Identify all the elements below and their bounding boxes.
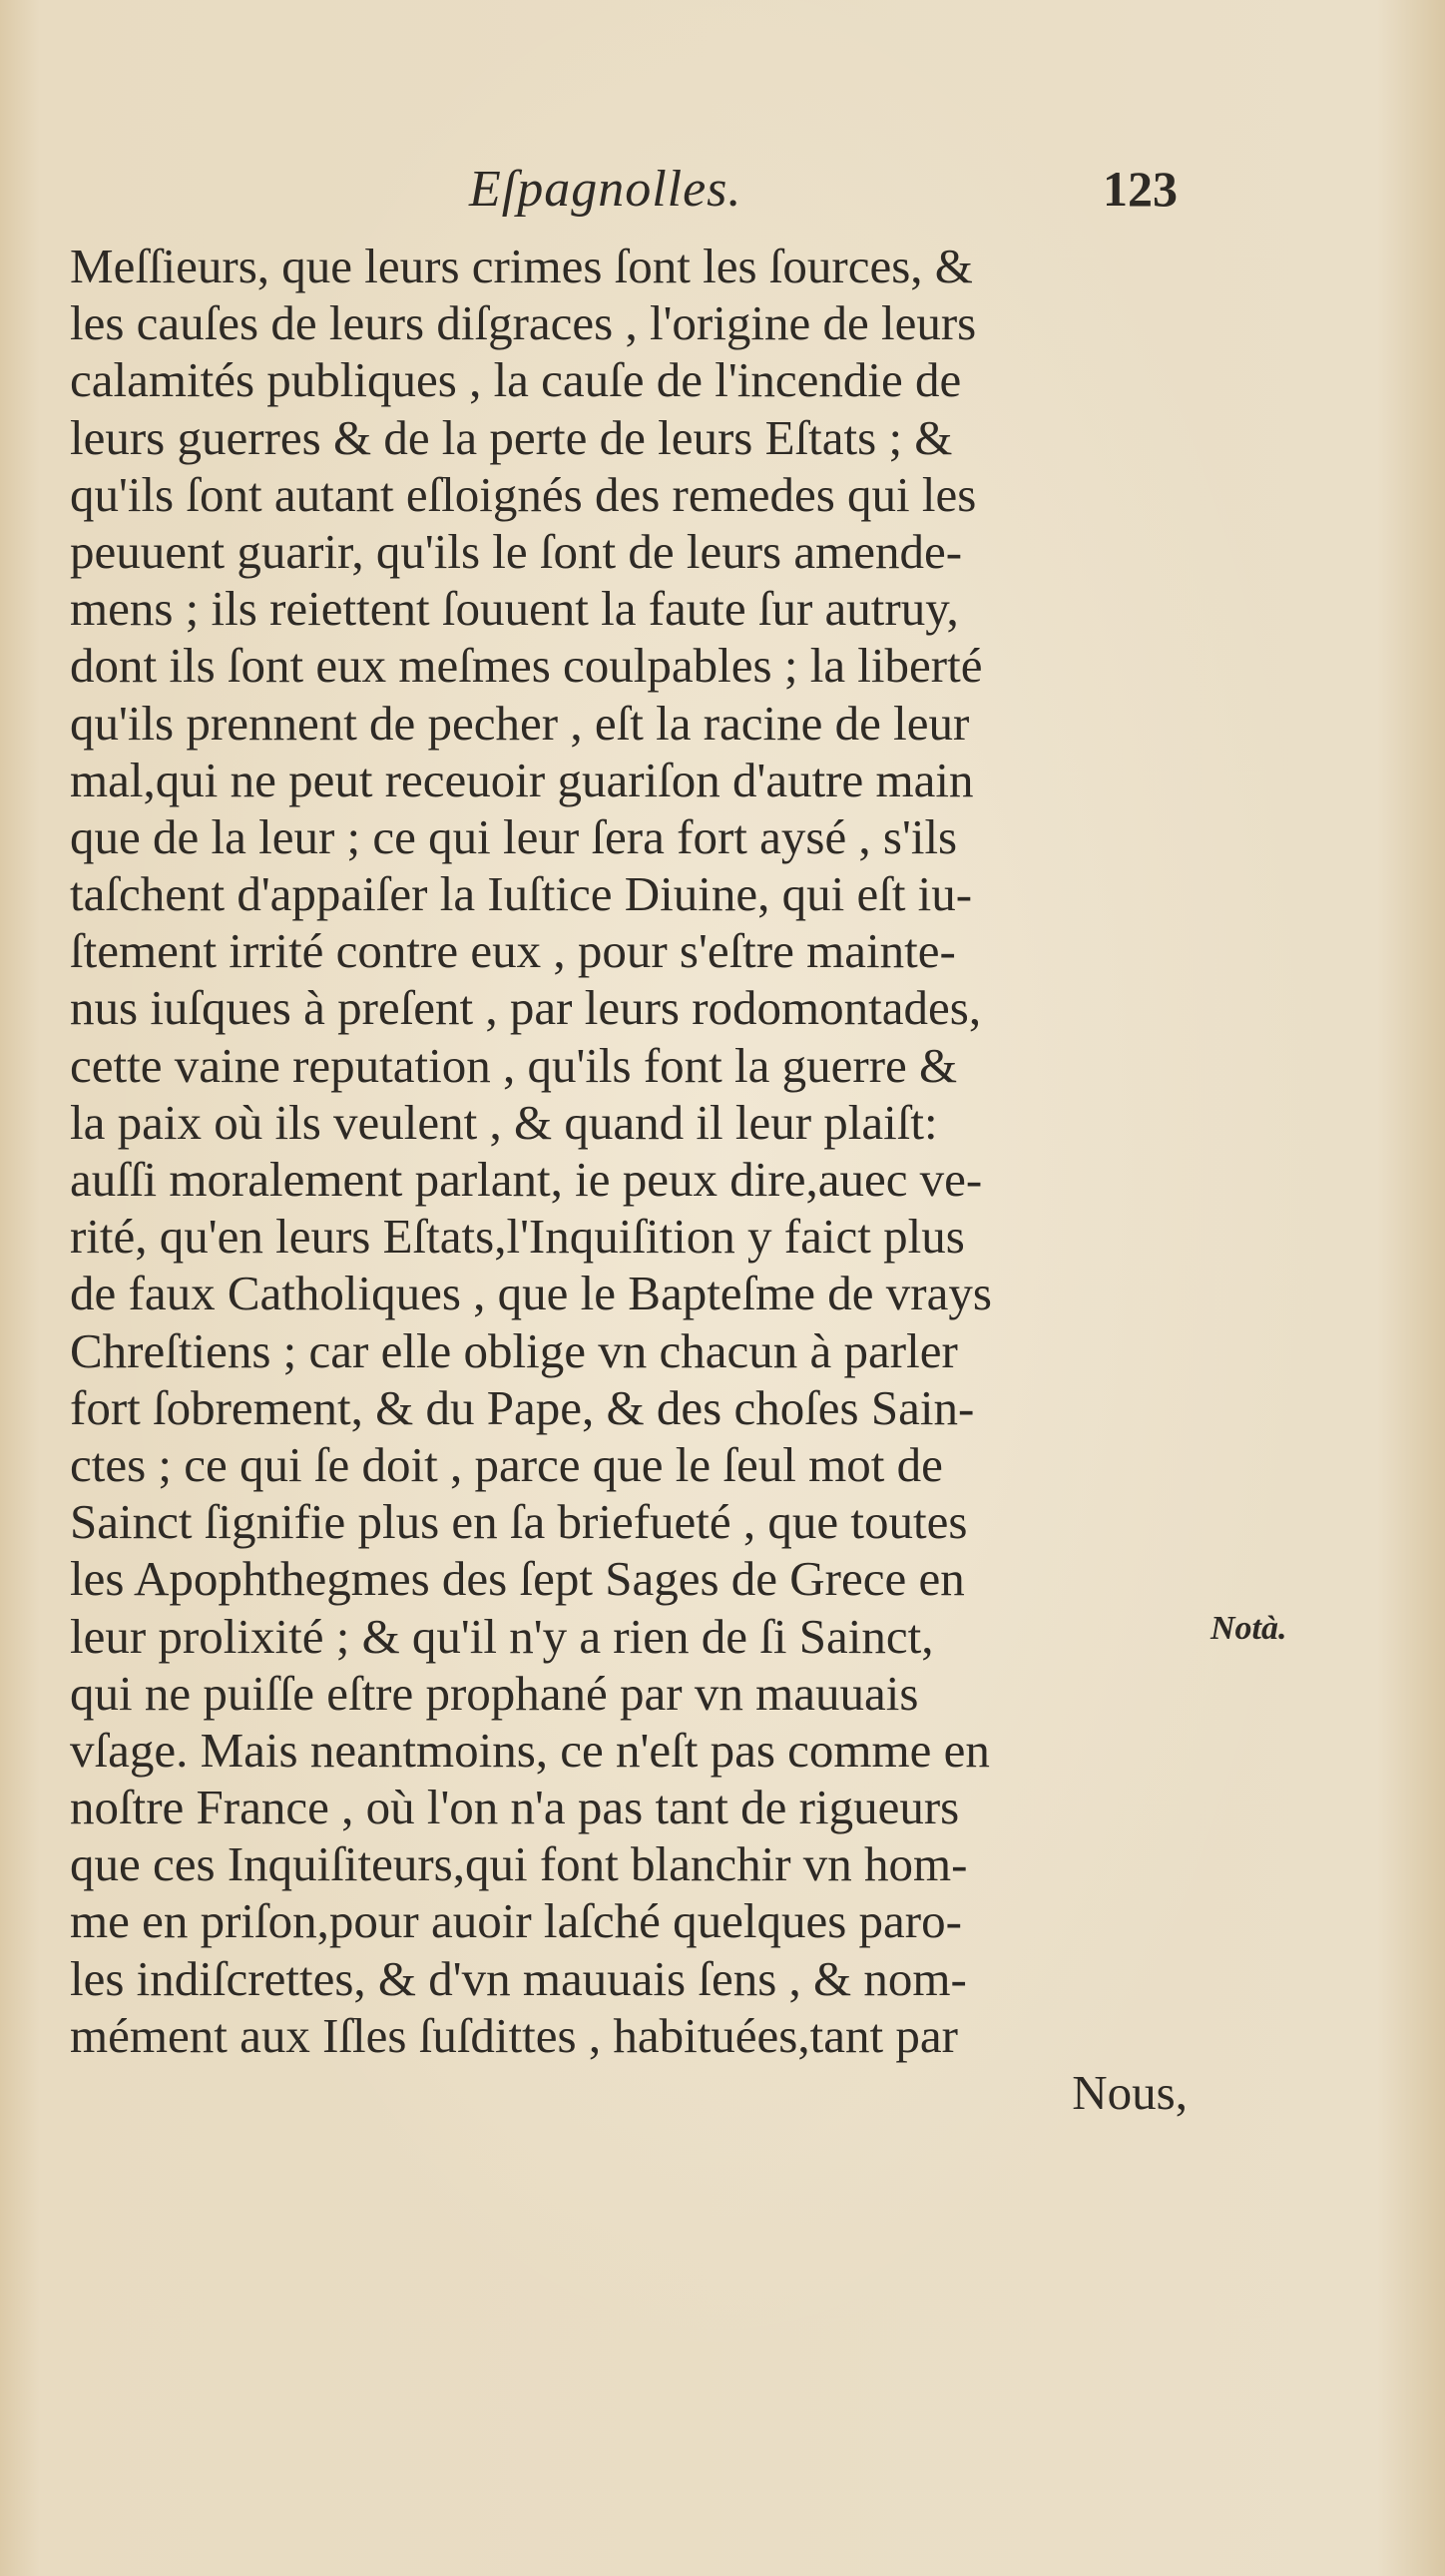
text-line: Meſſieurs, que leurs crimes ſont les ſources, &	[70, 239, 973, 293]
text-line: de faux Catholiques , que le Bapteſme de vrays	[70, 1266, 992, 1321]
text-line: les cauſes de leurs diſgraces , l'origine de leurs	[70, 295, 977, 351]
text-line: noſtre France , où l'on n'a pas tant de rigueurs	[70, 1780, 960, 1835]
text-line: que de la leur ; ce qui leur ſera fort aysé , s'ils	[70, 808, 958, 864]
body-text	[70, 238, 1207, 2121]
text-line: Sainct ſignifie plus en ſa briefueté , que toutes	[70, 1494, 968, 1550]
text-line: me en priſon,pour auoir laſché quelques paro-	[70, 1893, 962, 1949]
text-line: ctes ; ce qui ſe doit , parce que le ſeul mot de	[70, 1436, 943, 1492]
text-line: mal,qui ne peut receuoir guariſon d'autre main	[70, 752, 974, 807]
text-line: calamités publiques , la cauſe de l'incendie de	[70, 352, 962, 408]
text-line: que ces Inquiſiteurs,qui font blanchir vn hom-	[70, 1836, 968, 1892]
text-line: mens ; ils reiettent ſouuent la faute ſur autruy,	[70, 581, 959, 637]
text-line: cette vaine reputation , qu'ils font la guerre &	[70, 1037, 958, 1093]
text-line: leur prolixité ; & qu'il n'y a rien de ſi Sainct,	[70, 1608, 934, 1664]
text-line: Chreſtiens ; car elle oblige vn chacun à parler	[70, 1322, 958, 1378]
text-line: qu'ils prennent de pecher , eſt la racine de leur	[70, 695, 970, 751]
text-line: rité, qu'en leurs Eſtats,l'Inquiſition y faict plus	[70, 1209, 965, 1265]
running-head	[70, 160, 1178, 230]
running-title: Eſpagnolles.	[469, 161, 742, 218]
text-line: dont ils ſont eux meſmes coulpables ; la liberté	[70, 638, 983, 694]
text-line: peuuent guarir, qu'ils le ſont de leurs amende-	[70, 523, 963, 579]
text-line: nus iuſques à preſent , par leurs rodomontades,	[70, 980, 982, 1036]
text-line: la paix où ils veulent , & quand il leur plaiſt:	[70, 1094, 938, 1150]
text-line: auſſi moralement parlant, ie peux dire,auec ve-	[70, 1152, 983, 1207]
text-line: fort ſobrement, & du Pape, & des choſes Sain-	[70, 1379, 975, 1435]
text-line: leurs guerres & de la perte de leurs Eſtats ; &	[70, 409, 953, 465]
text-line: qui ne puiſſe eſtre prophané par vn mauuais	[70, 1665, 919, 1721]
text-line: qu'ils ſont autant eſloignés des remedes qui les	[70, 466, 977, 522]
catchword: Nous,	[1072, 2065, 1188, 2120]
text-line: taſchent d'appaiſer la Iuſtice Diuine, qui eſt iu-	[70, 866, 973, 922]
text-line: les indiſcrettes, & d'vn mauuais ſens , & nom-	[70, 1950, 967, 2006]
page-number: 123	[1103, 161, 1178, 217]
text-line: mément aux Iſles ſuſdittes , habituées,tant par	[70, 2007, 958, 2063]
margin-note: Notà.	[1210, 1610, 1287, 1647]
text-line: vſage. Mais neantmoins, ce n'eſt pas comme en	[70, 1722, 990, 1778]
text-line: ſtement irrité contre eux , pour s'eſtre mainte-	[70, 923, 956, 979]
text-line: les Apophthegmes des ſept Sages de Grece en	[70, 1551, 965, 1607]
